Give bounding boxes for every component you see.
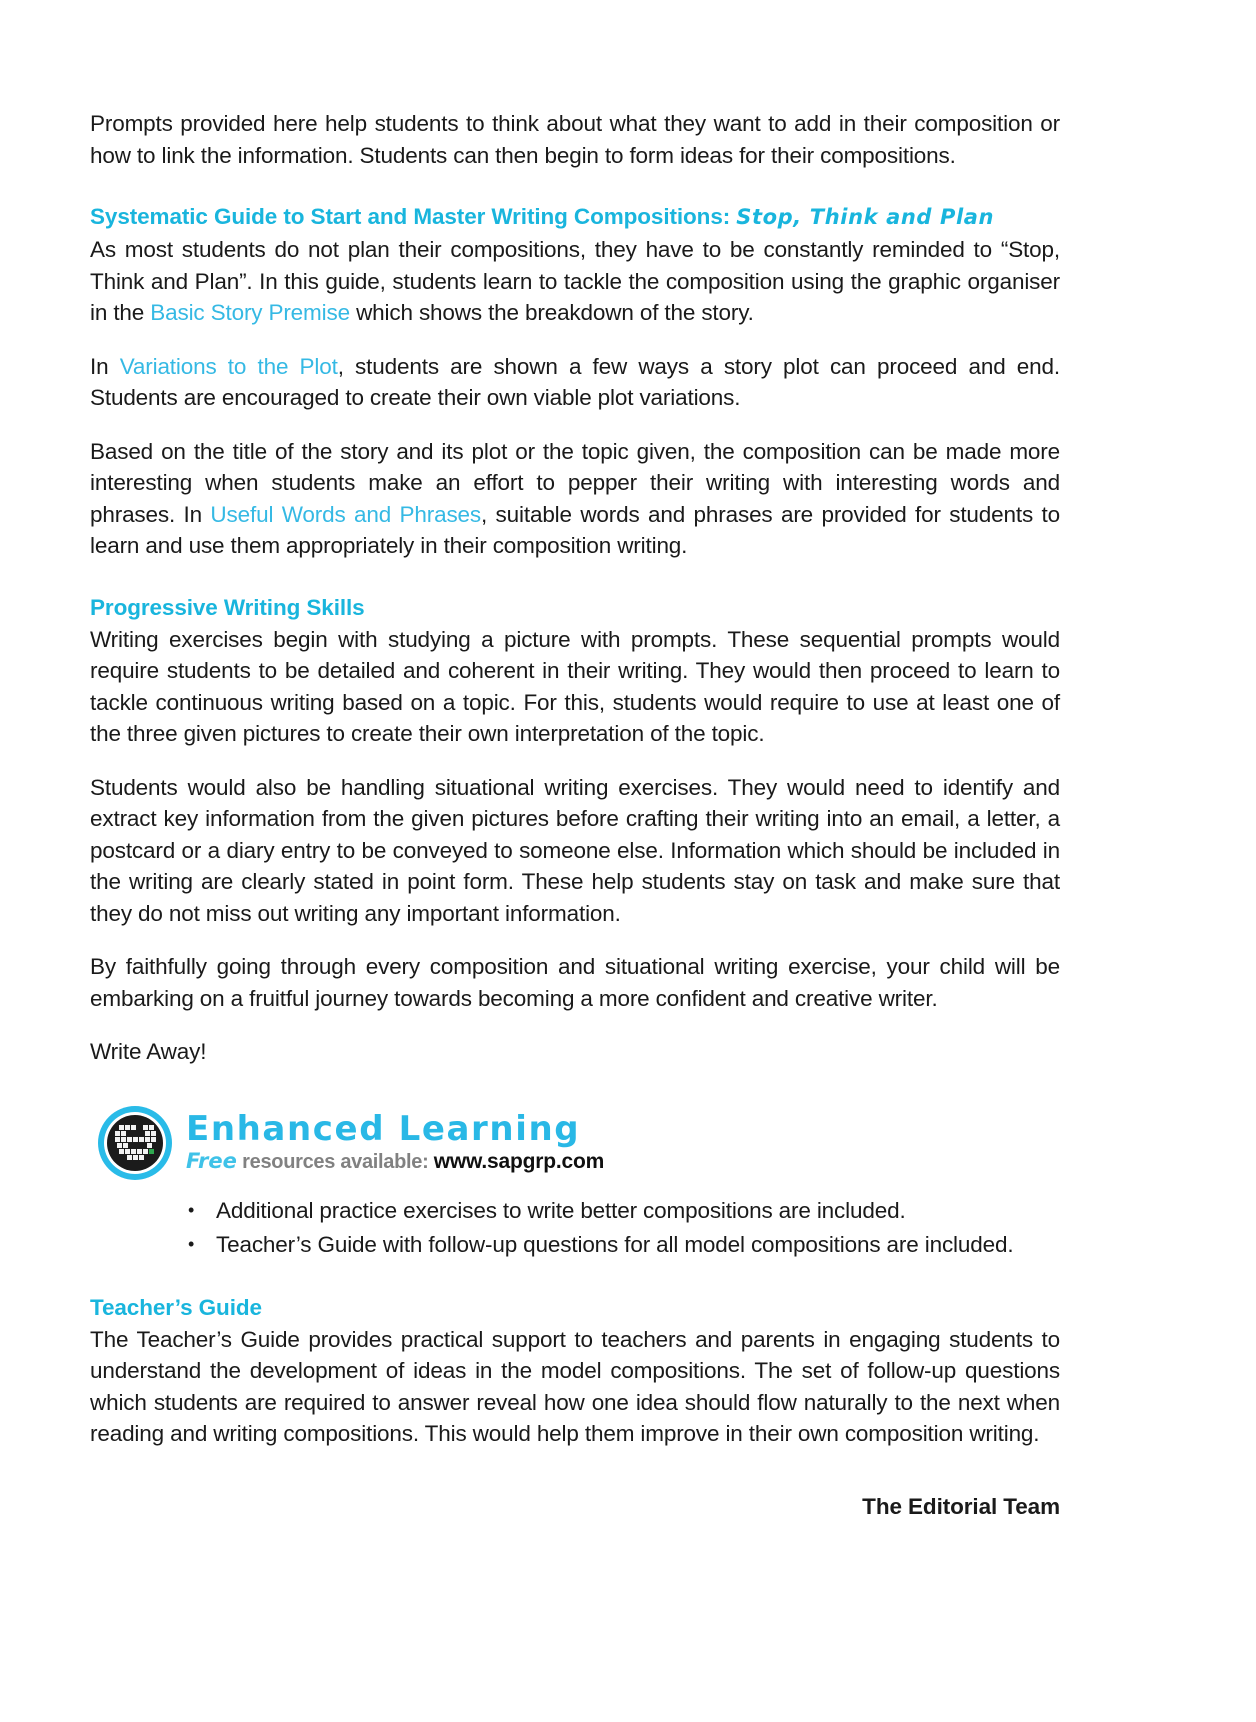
paragraph-progressive-1: Writing exercises begin with studying a picture with prompts. These sequential prompts would require students to be detailed and coherent in their writing. They would then proceed to learn to tackle continuous writing based on a topic. For this, students would require to use at least one of the three given pictures to create their own interpretation of the topic. — [90, 626, 1060, 746]
paragraph-teachers-guide: The Teacher’s Guide provides practical support to teachers and parents in engaging students to understand the development of ideas in the model compositions. The set of follow-up questions which students are required to answer reveal how one idea should flow naturally to the next when reading and writing compositions. This would help them improve in their own composition writing. — [90, 1326, 1060, 1446]
section-heading-progressive-writing-skills — [90, 592, 1060, 623]
promo-url[interactable]: www.sapgrp.com — [433, 1149, 605, 1173]
text-run: , students are shown a few ways a story plot can proceed and end. Students are encouraged to create their own viable plot variations. — [90, 353, 1060, 410]
promo-bullet-list — [90, 1194, 1060, 1262]
paragraph-systematic-2 — [90, 351, 1060, 414]
intro-paragraph: Prompts provided here help students to think about what they want to add in their composition or how to link the information. Students can then begin to form ideas for their compositions. — [90, 111, 1060, 168]
section-heading-text: Teacher’s Guide — [90, 1294, 262, 1320]
section-heading-italic: Stop, Think and Plan — [736, 205, 995, 229]
text-run: As most students do not plan their compositions, they have to be constantly reminded to “Stop, Think and Plan”. In this guide, students learn to tackle the composition using the graphic organiser in the — [90, 237, 1060, 325]
paragraph-progressive-2: Students would also be handling situational writing exercises. They would need to identify and extract key information from the given pictures before crafting their writing into an email, a letter, a postcard or a diary entry to be conveyed to someone else. Information which should be included in the writing are clearly stated in point form. These help students stay on task and make sure that they do not miss out writing any important information. — [90, 774, 1060, 926]
list-item: • Teacher’s Guide with follow-up questions for all model compositions are included. — [90, 1228, 1060, 1262]
paragraph-systematic-3 — [90, 436, 1060, 562]
text-run: , suitable words and phrases are provided for students to learn and use them appropriately in their composition writing. — [90, 501, 1060, 558]
link-variations-to-the-plot[interactable]: Variations to the Plot — [119, 353, 338, 379]
section-heading-teachers-guide — [90, 1292, 1060, 1323]
link-useful-words-and-phrases[interactable]: Useful Words and Phrases — [210, 501, 482, 527]
promo-sub-text: resources available: — [242, 1150, 429, 1173]
crossword-badge-icon — [98, 1106, 172, 1180]
paragraph-progressive-3: By faithfully going through every composition and situational writing exercise, your child will be embarking on a fruitful journey towards becoming a more confident and creative writer. — [90, 954, 1060, 1011]
promo-free-label: Free — [186, 1148, 237, 1173]
list-item: • Additional practice exercises to write better compositions are included. — [90, 1194, 1060, 1228]
link-basic-story-premise[interactable]: Basic Story Premise — [150, 300, 350, 325]
promo-subline — [186, 1148, 604, 1175]
section-heading-systematic-guide — [90, 201, 1060, 233]
enhanced-learning-promo — [90, 1106, 1060, 1180]
section-heading-text: Systematic Guide to Start and Master Writing Compositions: — [90, 204, 737, 229]
text-run: In — [90, 353, 120, 379]
text-run: which shows the breakdown of the story. — [349, 300, 754, 325]
section-heading-text: Progressive Writing Skills — [90, 594, 365, 620]
promo-title: Enhanced Learning — [186, 1108, 581, 1149]
signature-editorial-team: The Editorial Team — [862, 1493, 1060, 1519]
paragraph-write-away: Write Away! — [90, 1039, 207, 1064]
paragraph-systematic-1 — [90, 234, 1060, 329]
text-run: Based on the title of the story and its plot or the topic given, the composition can be made more interesting when students make an effort to pepper their writing with interesting words and phrases. In — [90, 438, 1060, 527]
